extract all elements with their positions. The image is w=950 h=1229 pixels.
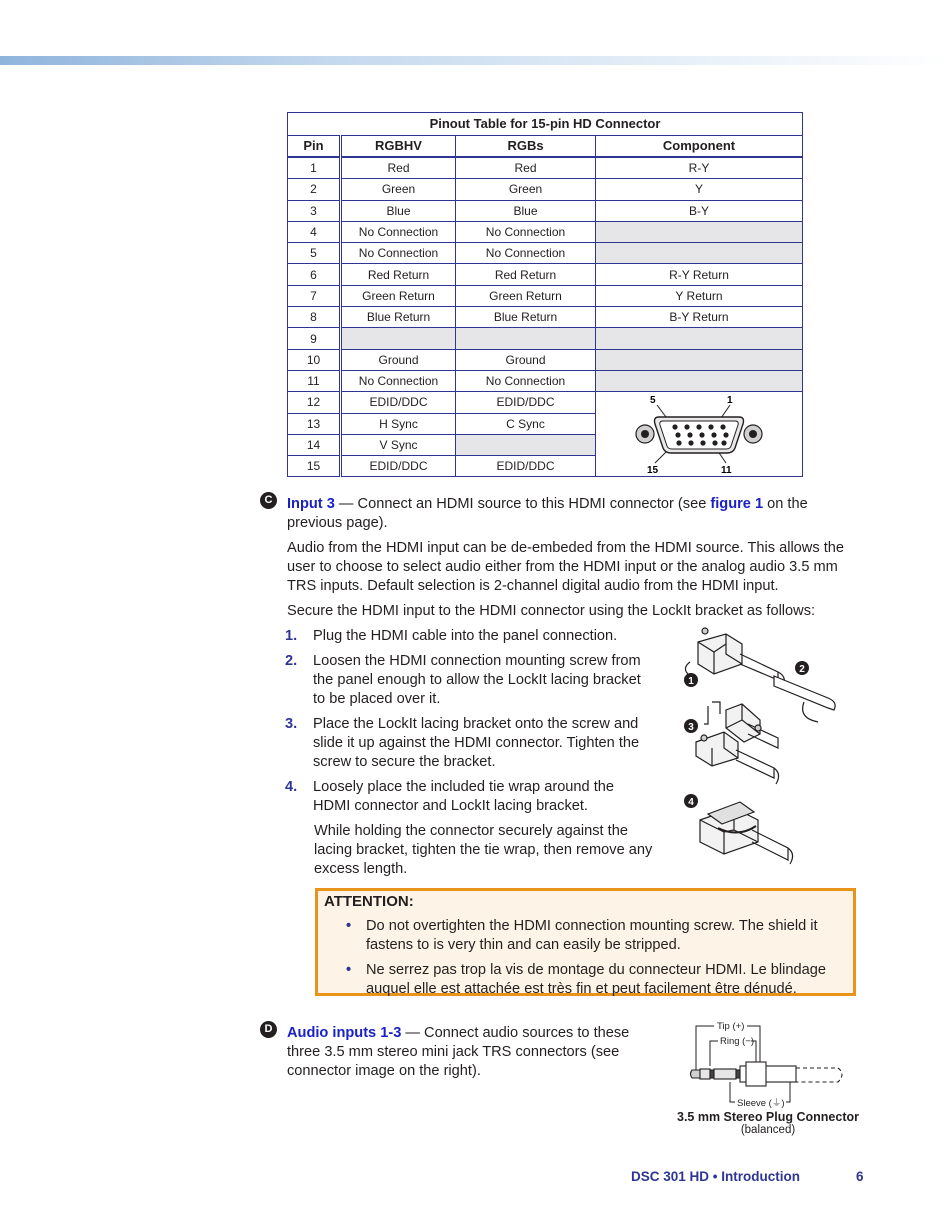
cell-component: B-Y Return <box>596 307 803 328</box>
cell-pin: 6 <box>288 264 341 285</box>
cell-component: R-Y <box>596 157 803 179</box>
header-rgbs: RGBs <box>456 136 596 158</box>
section-c-marker: C <box>260 492 277 509</box>
cell-rgbhv: Blue <box>341 200 456 221</box>
section-d-title: Audio inputs 1-3 <box>287 1025 402 1041</box>
cell-rgbs: Blue Return <box>456 307 596 328</box>
step-number: 3. <box>285 716 298 732</box>
section-d-text <box>287 1024 657 1081</box>
ring-label: Ring (−) <box>720 1036 755 1047</box>
trs-plug-illustration <box>688 1016 853 1112</box>
table-row <box>288 285 803 306</box>
section-c-intro <box>287 495 847 533</box>
cell-rgbhv: EDID/DDC <box>341 456 456 477</box>
pinout-table <box>287 112 803 477</box>
figure-step-2: 2 <box>799 664 805 675</box>
table-row <box>288 264 803 285</box>
cell-rgbhv: Green Return <box>341 285 456 306</box>
section-c-para1: Audio from the HDMI input can be de-embeded from the HDMI source. This allows the user to choose to select audio either from the HDMI input or the analog audio 3.5 mm TRS inputs. Default selection is 2-channel digital audio from the HDMI input. <box>287 540 844 594</box>
attention-box <box>315 888 856 996</box>
pin-label-5: 5 <box>650 395 656 407</box>
section-d-marker: D <box>260 1021 277 1038</box>
pin-label-11: 11 <box>721 465 732 476</box>
cell-pin: 4 <box>288 221 341 242</box>
table-row <box>288 200 803 221</box>
bullet-icon: • <box>346 962 352 978</box>
table-header-row <box>288 136 803 158</box>
step-text: Plug the HDMI cable into the panel connection. <box>313 628 618 644</box>
caption-title: 3.5 mm Stereo Plug Connector <box>677 1110 859 1124</box>
cell-rgbs: EDID/DDC <box>456 392 596 413</box>
table-row <box>288 328 803 349</box>
step-4-extra: While holding the connector securely against the lacing bracket, tighten the tie wrap, then remove any excess length. <box>314 823 653 877</box>
table-caption: Pinout Table for 15-pin HD Connector <box>288 113 803 136</box>
header-pin: Pin <box>288 136 341 158</box>
cell-rgbhv: No Connection <box>341 370 456 391</box>
step-number: 4. <box>285 779 298 795</box>
table-row <box>288 349 803 370</box>
table-row <box>288 370 803 391</box>
cell-rgbhv: Ground <box>341 349 456 370</box>
cell-component-empty <box>596 349 803 370</box>
table-row <box>288 243 803 264</box>
trs-plug-caption <box>668 1110 868 1136</box>
table-row <box>288 157 803 179</box>
cell-component-empty <box>596 328 803 349</box>
cell-rgbs-empty <box>456 434 596 455</box>
cell-pin: 5 <box>288 243 341 264</box>
attention-item-text: Do not overtighten the HDMI connection mounting screw. The shield it fastens to is very thin and can easily be stripped. <box>366 918 818 953</box>
cell-component-empty <box>596 370 803 391</box>
bullet-icon: • <box>346 918 352 934</box>
cell-rgbs-empty <box>456 328 596 349</box>
cell-rgbs: No Connection <box>456 243 596 264</box>
figure-step-1: 1 <box>688 676 694 687</box>
cell-pin: 7 <box>288 285 341 306</box>
header-rgbhv: RGBHV <box>341 136 456 158</box>
lockit-steps-list <box>285 627 655 879</box>
cell-rgbhv: H Sync <box>341 413 456 434</box>
figure-1-link[interactable]: figure 1 <box>710 496 764 512</box>
table-row <box>288 179 803 200</box>
cell-rgbs: Green Return <box>456 285 596 306</box>
header-gradient-bar <box>0 56 950 65</box>
cell-rgbs: Red <box>456 157 596 179</box>
cell-pin: 2 <box>288 179 341 200</box>
pin-label-1: 1 <box>727 395 733 407</box>
section-d-body: — Connect audio sources to these three 3.5 mm stereo mini jack TRS connectors (see connector image on the right). <box>287 1025 630 1079</box>
caption-subtitle: (balanced) <box>740 1124 796 1136</box>
list-item <box>285 715 655 772</box>
cell-pin: 15 <box>288 456 341 477</box>
header-component: Component <box>596 136 803 158</box>
tip-label: Tip (+) <box>717 1021 745 1032</box>
step-text: Loosen the HDMI connection mounting screw from the panel enough to allow the LockIt lacing bracket to be placed over it. <box>313 653 641 707</box>
attention-list <box>346 917 846 1005</box>
cell-component-empty <box>596 243 803 264</box>
cell-pin: 9 <box>288 328 341 349</box>
cell-pin: 12 <box>288 392 341 413</box>
lockit-bracket-illustration <box>678 624 846 872</box>
cell-rgbs: Blue <box>456 200 596 221</box>
list-item <box>285 778 655 816</box>
cell-rgbhv: V Sync <box>341 434 456 455</box>
hd15-connector-diagram <box>596 392 803 477</box>
cell-rgbhv: EDID/DDC <box>341 392 456 413</box>
step-text: Place the LockIt lacing bracket onto the screw and slide it up against the HDMI connector. Tighten the screw to secure the bracket. <box>313 716 640 770</box>
cell-rgbhv-empty <box>341 328 456 349</box>
cell-component: Y <box>596 179 803 200</box>
cell-rgbhv: No Connection <box>341 221 456 242</box>
attention-item-text: Ne serrez pas trop la vis de montage du connecteur HDMI. Le blindage auquel elle est attachée est très fin et peut facilement être dénudé. <box>366 962 826 997</box>
cell-rgbs: Ground <box>456 349 596 370</box>
cell-component: R-Y Return <box>596 264 803 285</box>
cell-rgbs: C Sync <box>456 413 596 434</box>
cell-rgbhv: Red Return <box>341 264 456 285</box>
cell-component: Y Return <box>596 285 803 306</box>
list-item <box>285 627 655 646</box>
cell-rgbhv: Green <box>341 179 456 200</box>
pin-label-15: 15 <box>647 465 659 476</box>
cell-pin: 13 <box>288 413 341 434</box>
figure-step-3: 3 <box>688 722 694 733</box>
cell-rgbhv: Red <box>341 157 456 179</box>
cell-component: B-Y <box>596 200 803 221</box>
cell-pin: 11 <box>288 370 341 391</box>
cell-rgbs: EDID/DDC <box>456 456 596 477</box>
page-number: 6 <box>856 1169 864 1184</box>
table-row <box>288 307 803 328</box>
cell-pin: 10 <box>288 349 341 370</box>
cell-pin: 1 <box>288 157 341 179</box>
footer-doc-title: DSC 301 HD • Introduction <box>631 1169 800 1184</box>
cell-rgbs: Red Return <box>456 264 596 285</box>
hd15-connector-icon <box>629 393 769 475</box>
section-c-intro-pre: — Connect an HDMI source to this HDMI connector (see <box>334 496 711 512</box>
section-c-title: Input 3 <box>287 496 335 512</box>
cell-rgbhv: Blue Return <box>341 307 456 328</box>
figure-step-4: 4 <box>688 797 694 808</box>
section-c-intro-post: on the previous page). <box>287 496 808 531</box>
cell-rgbhv: No Connection <box>341 243 456 264</box>
sleeve-label: Sleeve (⏚) <box>737 1098 785 1109</box>
cell-pin: 14 <box>288 434 341 455</box>
cell-pin: 8 <box>288 307 341 328</box>
step-number: 1. <box>285 628 298 644</box>
step-number: 2. <box>285 653 298 669</box>
table-row <box>288 221 803 242</box>
step-text: Loosely place the included tie wrap around the HDMI connector and LockIt lacing bracket. <box>313 779 614 814</box>
section-c-para2: Secure the HDMI input to the HDMI connector using the LockIt bracket as follows: <box>287 603 816 619</box>
list-item <box>285 652 655 709</box>
cell-rgbs: Green <box>456 179 596 200</box>
cell-pin: 3 <box>288 200 341 221</box>
table-row <box>288 392 803 413</box>
cell-rgbs: No Connection <box>456 370 596 391</box>
list-item <box>346 961 846 999</box>
cell-rgbs: No Connection <box>456 221 596 242</box>
list-item <box>346 917 846 955</box>
attention-title: ATTENTION: <box>324 893 414 910</box>
cell-component-empty <box>596 221 803 242</box>
